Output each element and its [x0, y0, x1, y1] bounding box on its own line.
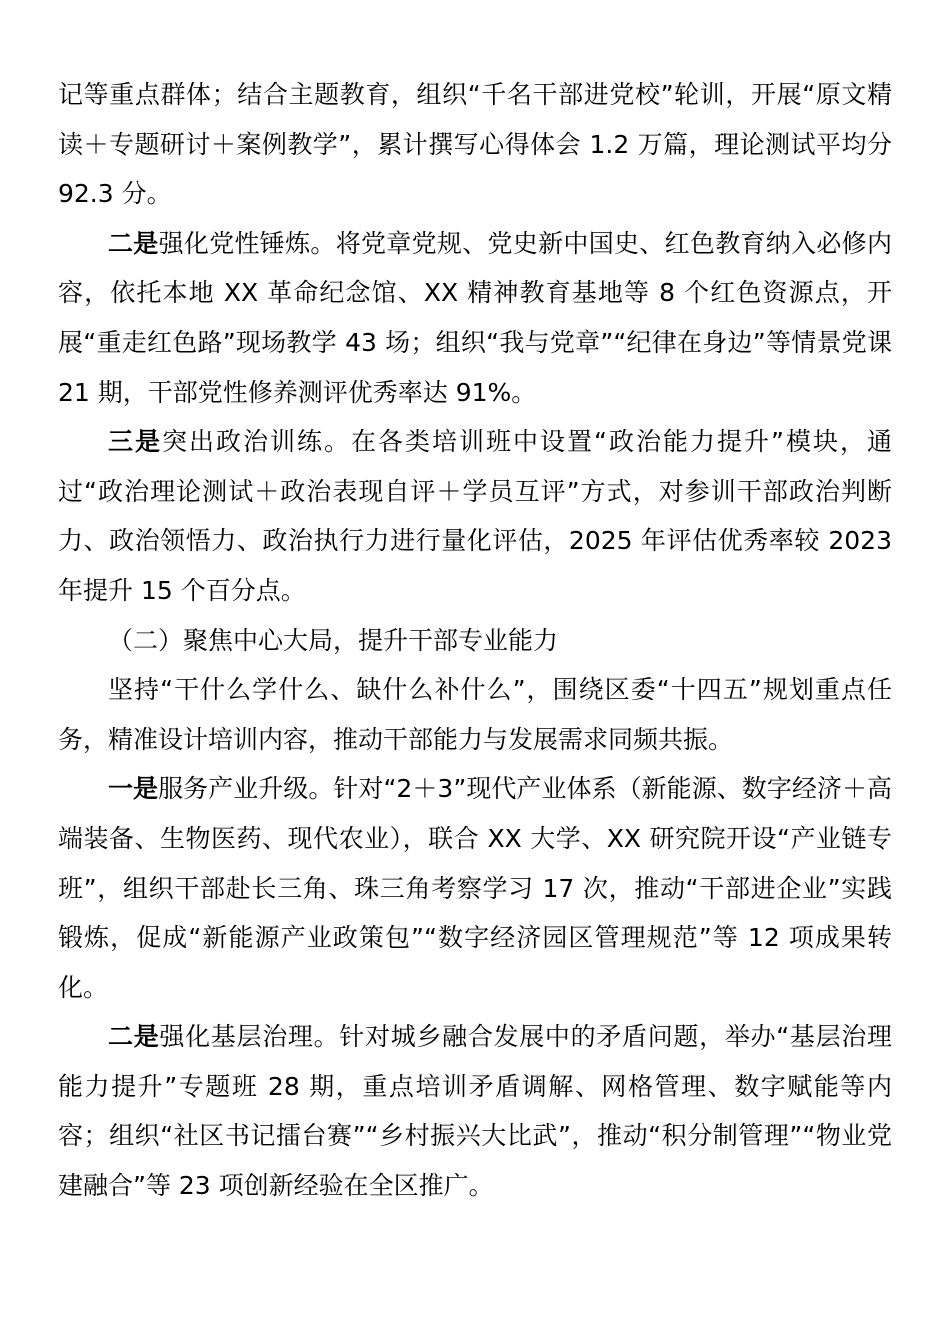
paragraph-grassroots-governance: [58, 1012, 892, 1210]
paragraph-text: 服务产业升级。针对“2＋3”现代产业体系（新能源、数字经济＋高端装备、生物医药、现代农业），联合 XX 大学、XX 研究院开设“产业链专班”，组织干部赴长三角、珠三角考察学习 17 次，推动“干部进企业”实践锻炼，促成“新能源产业政策包”“数字经济园区管理规范”等 12 项成果转化。: [58, 774, 892, 1002]
paragraph-lead: 一是: [108, 774, 159, 804]
paragraph-lead: 三是: [108, 427, 163, 457]
document-body: [58, 70, 892, 1211]
paragraph-text: 强化党性锤炼。将党章党规、党史新中国史、红色教育纳入必修内容，依托本地 XX 革命纪念馆、XX 精神教育基地等 8 个红色资源点，开展“重走红色路”现场教学 43 场；组织“我与党章”“纪律在身边”等情景党课 21 期，干部党性修养测评优秀率达 91%。: [58, 228, 892, 407]
paragraph-industry-upgrade: [58, 764, 892, 1012]
section-heading-text: （二）聚焦中心大局，提升干部专业能力: [108, 625, 559, 655]
paragraph-text: 突出政治训练。在各类培训班中设置“政治能力提升”模块，通过“政治理论测试＋政治表现自评＋学员互评”方式，对参训干部政治判断力、政治领悟力、政治执行力进行量化评估，2025 年评估优秀率较 2023 年提升 15 个百分点。: [58, 427, 892, 605]
paragraph-intro: [58, 665, 892, 764]
paragraph-continuation: [58, 70, 892, 219]
section-heading: [58, 616, 892, 666]
paragraph-political-training: [58, 417, 892, 615]
paragraph-lead: 二是: [108, 228, 159, 258]
paragraph-party-spirit: [58, 219, 892, 417]
paragraph-text: 记等重点群体；结合主题教育，组织“千名干部进党校”轮训，开展“原文精读＋专题研讨＋案例教学”，累计撰写心得体会 1.2 万篇，理论测试平均分 92.3 分。: [58, 80, 892, 209]
paragraph-text: 坚持“干什么学什么、缺什么补什么”，围绕区委“十四五”规划重点任务，精准设计培训内容，推动干部能力与发展需求同频共振。: [58, 675, 892, 754]
paragraph-lead: 二是: [108, 1022, 160, 1052]
paragraph-text: 强化基层治理。针对城乡融合发展中的矛盾问题，举办“基层治理能力提升”专题班 28 期，重点培训矛盾调解、网格管理、数字赋能等内容；组织“社区书记擂台赛”“乡村振兴大比武”，推动“积分制管理”“物业党建融合”等 23 项创新经验在全区推广。: [58, 1022, 892, 1201]
